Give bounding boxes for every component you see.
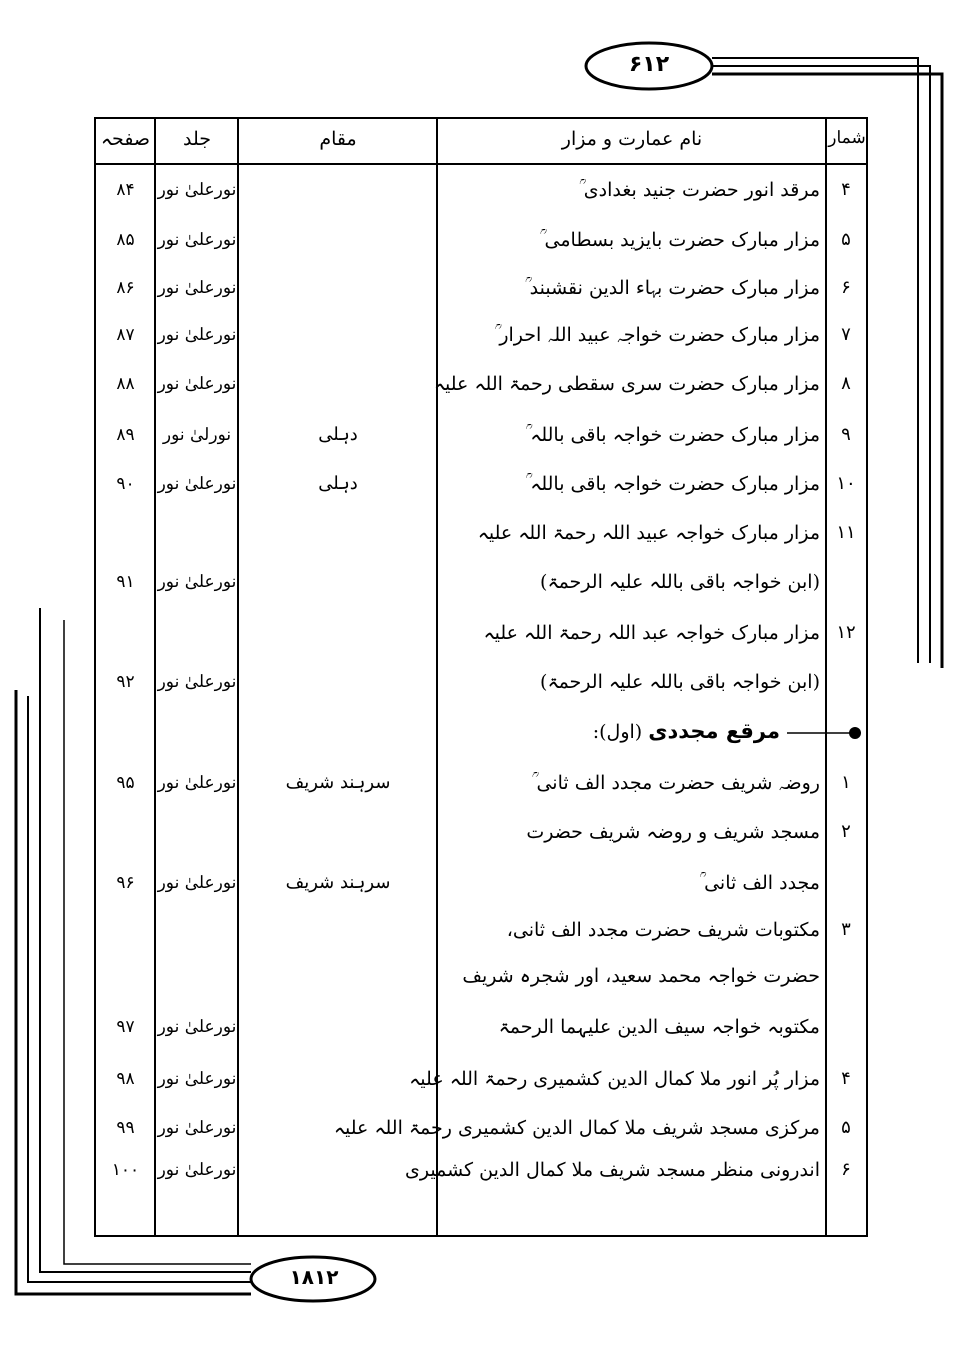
section-suffix: (اول): — [592, 721, 649, 743]
row-page: ۸۵ — [116, 230, 135, 250]
row-serial: ۶ — [841, 1159, 851, 1180]
row-serial: ۵ — [841, 229, 851, 250]
row-name: (ابن خواجہ باقی باللہ علیہ الرحمۃ) — [540, 571, 820, 593]
row-volume: نورلیٰ نور — [162, 425, 232, 445]
row-page: ۸۹ — [116, 425, 135, 445]
bottom-page-number: ۱۸۱۲ — [289, 1265, 339, 1289]
header-volume: جلد — [182, 128, 211, 150]
row-name: مرکزی مسجد شریف ملا کمال الدین کشمیری رحمۃ اللہ علیہ — [333, 1117, 820, 1139]
row-serial: ۲ — [841, 821, 851, 842]
row-volume: نورعلیٰ نور — [157, 1160, 237, 1180]
row-serial: ۱۲ — [836, 622, 856, 643]
row-volume: نورعلیٰ نور — [157, 474, 237, 494]
header-page: صفحہ — [100, 128, 151, 150]
row-name: مرقد انور حضرت جنید بغدادی ؒ — [579, 179, 820, 201]
row-volume: نورعلیٰ نور — [157, 278, 237, 298]
row-serial: ۵ — [841, 1117, 851, 1138]
row-page: ۸۸ — [116, 374, 135, 394]
row-name: مزار مبارک حضرت بہاء الدین نقشبند ؒ — [524, 277, 820, 299]
row-volume: نورعلیٰ نور — [157, 572, 237, 592]
row-volume: نورعلیٰ نور — [157, 1017, 237, 1037]
row-name: مزار مبارک حضرت بایزید بسطامی ؒ — [539, 229, 820, 251]
row-place: دہلی — [318, 424, 358, 445]
row-volume: نورعلیٰ نور — [157, 325, 237, 345]
row-page: ۹۱ — [116, 572, 135, 592]
row-name: مزار مبارک حضرت خواجہ باقی باللہ ؒ — [525, 424, 820, 446]
row-serial: ۴ — [841, 179, 851, 200]
row-name: اندرونی منظر مسجد شریف ملا کمال الدین کشمیری — [405, 1159, 820, 1181]
row-name: مکتوبہ خواجہ سیف الدین علیہما الرحمۃ — [498, 1016, 820, 1038]
row-volume: نورعلیٰ نور — [157, 873, 237, 893]
row-volume: نورعلیٰ نور — [157, 1069, 237, 1089]
row-name: مسجد شریف و روضہ شریف حضرت — [526, 821, 820, 843]
row-name: مزار مبارک خواجہ عبید اللہ رحمۃ اللہ علیہ — [477, 522, 820, 544]
top-page-number: ۶۱۲ — [628, 52, 670, 77]
row-volume: نورعلیٰ نور — [157, 180, 237, 200]
row-serial: ۱ — [841, 772, 851, 793]
row-serial: ۳ — [841, 919, 851, 940]
row-page: ۹۷ — [116, 1017, 135, 1037]
section-bullet — [849, 727, 861, 739]
row-name: روضہ شریف حضرت مجدد الف ثانی ؒ — [531, 772, 820, 794]
row-name: مزار پُر انور ملا کمال الدین کشمیری رحمۃ اللہ علیہ — [409, 1068, 820, 1090]
row-volume: نورعلیٰ نور — [157, 773, 237, 793]
row-name: مزار مبارک حضرت خواجہ باقی باللہ ؒ — [525, 473, 820, 495]
section-title: مرقع مجددی — [648, 719, 780, 743]
section-heading — [440, 719, 820, 744]
row-name: مکتوبات شریف حضرت مجدد الف ثانی، — [506, 919, 820, 941]
row-serial: ۱۱ — [836, 522, 856, 543]
row-name: (ابن خواجہ باقی باللہ علیہ الرحمۃ) — [540, 671, 820, 693]
row-place: سرہند شریف — [285, 772, 391, 793]
row-page: ۹۹ — [116, 1118, 135, 1138]
row-place: سرہند شریف — [285, 872, 391, 893]
row-name: مزار مبارک خواجہ عبد اللہ رحمۃ اللہ علیہ — [483, 622, 820, 644]
row-place: دہلی — [318, 473, 358, 494]
row-page: ۹۶ — [116, 873, 135, 893]
row-name: مزار مبارک حضرت سری سقطی رحمۃ اللہ علیہ — [433, 373, 820, 395]
row-volume: نورعلیٰ نور — [157, 672, 237, 692]
row-volume: نورعلیٰ نور — [157, 230, 237, 250]
row-page: ۹۲ — [116, 672, 135, 692]
row-page: ۹۵ — [116, 773, 135, 793]
header-name: نام عمارت و مزار — [561, 128, 703, 150]
row-name: حضرت خواجہ محمد سعید، اور شجرہ شریف — [462, 965, 820, 987]
row-page: ۹۰ — [116, 474, 135, 494]
row-name: مزار مبارک حضرت خواجہ عبید اللہ احرار ؒ — [494, 324, 820, 346]
row-serial: ۸ — [841, 373, 851, 394]
row-serial: ۴ — [841, 1068, 851, 1089]
row-page: ۸۷ — [116, 325, 135, 345]
row-serial: ۷ — [841, 324, 851, 345]
header-place: مقام — [319, 128, 357, 150]
row-serial: ۶ — [841, 277, 851, 298]
row-serial: ۹ — [841, 424, 851, 445]
row-page: ۸۶ — [116, 278, 135, 298]
header-serial: شمار — [828, 128, 866, 148]
row-page: ۱۰۰ — [111, 1160, 140, 1180]
row-serial: ۱۰ — [836, 473, 856, 494]
row-page: ۹۸ — [116, 1069, 135, 1089]
row-page: ۸۴ — [116, 180, 135, 200]
row-name: مجدد الف ثانی ؒ — [699, 872, 820, 894]
row-volume: نورعلیٰ نور — [157, 1118, 237, 1138]
row-volume: نورعلیٰ نور — [157, 374, 237, 394]
